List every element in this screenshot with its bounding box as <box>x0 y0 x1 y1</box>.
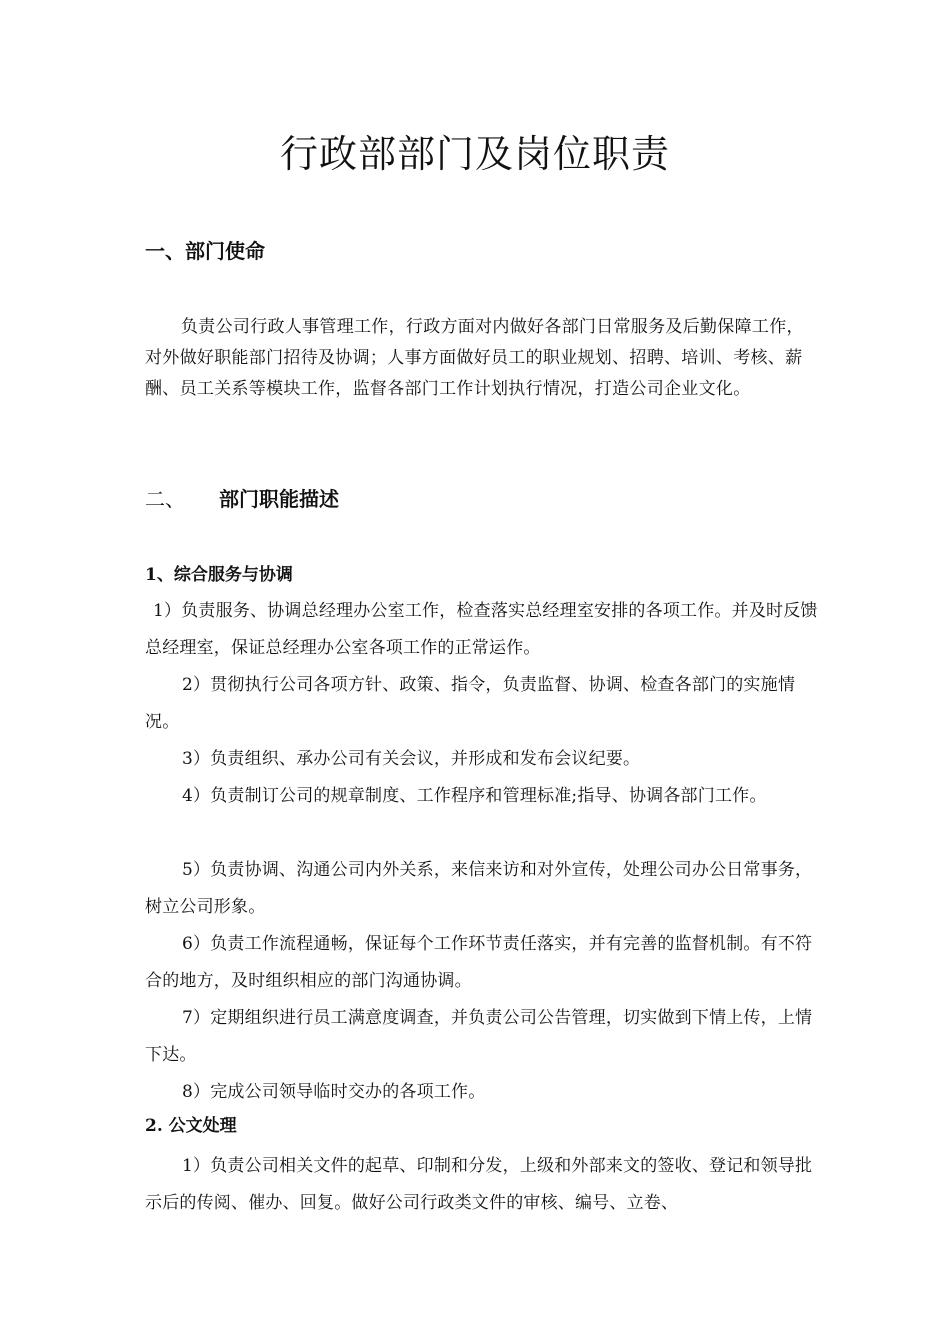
mission-paragraph: 负责公司行政人事管理工作，行政方面对内做好各部门日常服务及后勤保障工作，对外做好职能部门招待及协调；人事方面做好员工的职业规划、招聘、培训、考核、薪酬、员工关系等模块工作，监督各部门工作计划执行情况，打造公司企业文化。 <box>145 317 804 399</box>
list-item: 5）负责协调、沟通公司内外关系，来信来访和对外宣传，处理公司办公日常事务，树立公司形象。 <box>145 860 813 917</box>
list-item: 1）负责公司相关文件的起草、印制和分发，上级和外部来文的签收、登记和领导批示后的传阅、催办、回复。做好公司行政类文件的审核、编号、立卷、 <box>145 1156 813 1213</box>
subsection-heading-service: 1、综合服务与协调 <box>145 565 293 585</box>
section-number: 二、 <box>145 487 185 511</box>
list-item: 4）负责制订公司的规章制度、工作程序和管理标准;指导、协调各部门工作。 <box>182 786 767 806</box>
section-number: 一、 <box>145 239 185 263</box>
list-item: 3）负责组织、承办公司有关会议，并形成和发布会议纪要。 <box>182 749 641 769</box>
section-heading-mission <box>145 237 265 265</box>
document-title: 行政部部门及岗位职责 <box>279 132 670 176</box>
section-title: 部门职能描述 <box>219 487 339 511</box>
subsection-heading-documents: 2. 公文处理 <box>145 1116 237 1136</box>
list-item: 2）贯彻执行公司各项方针、政策、指令，负责监督、协调、检查各部门的实施情况。 <box>145 675 796 732</box>
section-heading-functions <box>145 485 339 513</box>
list-item: 1）负责服务、协调总经理办公室工作，检查落实总经理室安排的各项工作。并及时反馈总经理室，保证总经理办公室各项工作的正常运作。 <box>145 601 818 658</box>
list-item: 6）负责工作流程通畅，保证每个工作环节责任落实，并有完善的监督机制。有不符合的地方，及时组织相应的部门沟通协调。 <box>145 934 813 991</box>
list-item: 8）完成公司领导临时交办的各项工作。 <box>182 1082 486 1102</box>
section-title: 部门使命 <box>185 239 265 263</box>
list-item: 7）定期组织进行员工满意度调查，并负责公司公告管理，切实做到下情上传，上情下达。 <box>145 1008 813 1065</box>
